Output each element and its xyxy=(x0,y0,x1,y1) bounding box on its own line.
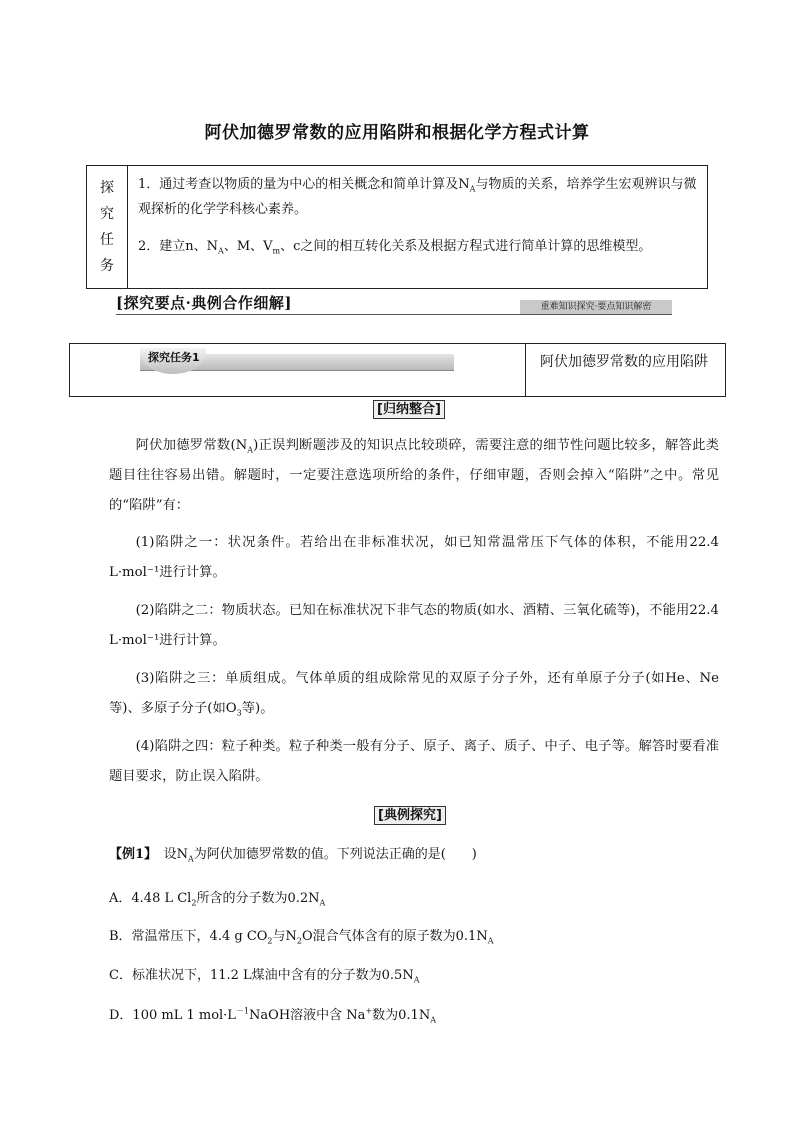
option-c: C．标准状况下，11.2 L煤油中含有的分子数为$0.5N_A$ xyxy=(109,968,420,985)
page-title: 阿伏加德罗常数的应用陷阱和根据化学方程式计算 xyxy=(204,123,590,143)
task-label-char: 任 xyxy=(100,232,114,248)
task1-title: 阿伏加德罗常数的应用陷阱 xyxy=(540,354,708,370)
trap-1: (1)陷阱之一：状况条件。若给出在非标准状况，如已知常温常压下气体的体积，不能用22.4 L·mol⁻¹进行计算。 xyxy=(109,535,719,580)
trap-2: (2)陷阱之二：物质状态。已知在标准状况下非气态的物质(如水、酒精、三氧化硫等)，不能用22.4 L·mol⁻¹进行计算。 xyxy=(109,603,719,648)
example-label: [典例探究] xyxy=(374,806,446,825)
task-label-char: 探 xyxy=(100,180,114,196)
trap-4: (4)陷阱之四：粒子种类。粒子种类一般有分子、原子、离子、质子、中子、电子等。解答时要看准题目要求，防止误入陷阱。 xyxy=(109,739,719,784)
explore-tag: 重难知识探究·要点知识解密 xyxy=(520,300,672,314)
trap-3: (3)陷阱之三：单质组成。气体单质的组成除常见的双原子分子外，还有单原子分子(如He、Ne等)、多原子分子(如$O_3$等)。 xyxy=(109,671,719,718)
task-label xyxy=(87,166,128,288)
option-a: A．4.48 L $Cl_2$所含的分子数为$0.2N_A$ xyxy=(109,891,326,908)
task-label-char: 究 xyxy=(100,206,114,222)
intro-paragraph: 阿伏加德罗常数$(N_A)$正误判断题涉及的知识点比较琐碎，需要注意的细节性问题比较多，解答此类题目往往容易出错。解题时，一定要注意选项所给的条件，仔细审题，否则会掉入“陷阱”之中。常见的“陷阱”有： xyxy=(109,438,719,513)
task1-badge: 探究任务1 xyxy=(140,348,206,374)
option-b: B．常温常压下，4.4 g $CO_2$与$N_2O$混合气体含有的原子数为$0.1N_A$ xyxy=(109,929,494,946)
task1-box xyxy=(69,343,726,397)
example-question: 【例1】 设$N_A$为阿伏加德罗常数的值。下列说法正确的是( ) xyxy=(109,847,477,864)
option-d: D．100 mL 1 $mol\cdot L^{-1}NaOH$溶液中含 Na+数为$0.1N_A$ xyxy=(109,1006,436,1025)
task-label-char: 务 xyxy=(100,258,114,274)
task-item-1: 1．通过考查以物质的量为中心的相关概念和简单计算及$N_A$与物质的关系，培养学生宏观辨识与微观探析的化学学科核心素养。 xyxy=(138,177,697,217)
task-item-2: 2．建立n、$N_A$、M、$V_m$、c之间的相互转化关系及根据方程式进行简单计算的思维模型。 xyxy=(138,239,652,256)
header-divider xyxy=(116,314,672,315)
task-content xyxy=(128,166,707,288)
learning-task-box xyxy=(86,165,708,289)
task1-banner xyxy=(70,344,526,396)
summary-label: [归纳整合] xyxy=(373,400,445,419)
explore-header: [探究要点·典例合作细解] xyxy=(116,294,292,312)
